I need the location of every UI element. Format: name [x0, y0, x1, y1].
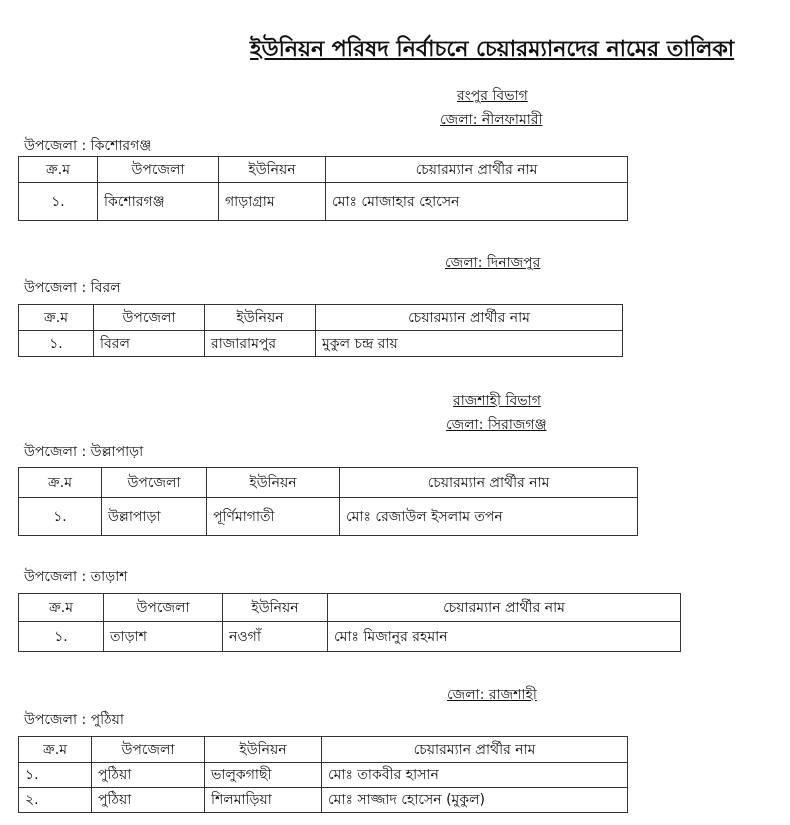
candidate-table: [18, 467, 638, 536]
cell-upazila: উল্লাপাড়া: [102, 498, 207, 536]
cell-union: ভালুকগাছী: [205, 763, 322, 788]
table-row: [19, 183, 628, 221]
district-heading: জেলা: নীলফামারী: [440, 112, 543, 128]
cell-candidate-name: মুকুল চন্দ্র রায়: [316, 331, 623, 357]
district-heading: জেলা: সিরাজগঞ্জ: [446, 417, 547, 433]
district-heading: জেলা: রাজশাহী: [447, 687, 537, 703]
header-union: ইউনিয়ন: [207, 468, 340, 498]
upazila-label: উপজেলা : পুঠিয়া: [24, 712, 124, 728]
division-heading: রাজশাহী বিভাগ: [453, 393, 541, 409]
header-serial: ক্র.ম: [19, 594, 104, 622]
cell-serial: ১.: [19, 183, 98, 221]
header-upazila: উপজেলা: [94, 305, 205, 331]
cell-union: রাজারামপুর: [205, 331, 316, 357]
cell-serial: ১.: [19, 763, 92, 788]
header-serial: ক্র.ম: [19, 468, 102, 498]
division-heading: রংপুর বিভাগ: [457, 88, 528, 104]
cell-candidate-name: মোঃ সাজ্জাদ হোসেন (মুকুল): [322, 788, 628, 813]
cell-candidate-name: মোঃ মিজানুর রহমান: [328, 622, 681, 652]
header-union: ইউনিয়ন: [223, 594, 328, 622]
header-upazila: উপজেলা: [102, 468, 207, 498]
header-serial: ক্র.ম: [19, 737, 92, 763]
cell-serial: ১.: [19, 622, 104, 652]
cell-upazila: পুঠিয়া: [92, 788, 205, 813]
table-row: [19, 788, 628, 813]
header-candidate-name: চেয়ারম্যান প্রার্থীর নাম: [340, 468, 638, 498]
cell-upazila: বিরল: [94, 331, 205, 357]
header-candidate-name: চেয়ারম্যান প্রার্থীর নাম: [316, 305, 623, 331]
table-row: [19, 498, 638, 536]
candidate-table: [18, 304, 623, 357]
cell-candidate-name: মোঃ রেজাউল ইসলাম তপন: [340, 498, 638, 536]
cell-union: গাড়াগ্রাম: [219, 183, 326, 221]
upazila-label: উপজেলা : উল্লাপাড়া: [24, 444, 144, 460]
header-candidate-name: চেয়ারম্যান প্রার্থীর নাম: [322, 737, 628, 763]
district-heading: জেলা: দিনাজপুর: [445, 255, 541, 271]
table-row: [19, 331, 623, 357]
cell-upazila: কিশোরগঞ্জ: [98, 183, 219, 221]
cell-union: নওগাঁ: [223, 622, 328, 652]
candidate-table: [18, 156, 628, 221]
header-union: ইউনিয়ন: [205, 737, 322, 763]
header-serial: ক্র.ম: [19, 157, 98, 183]
cell-candidate-name: মোঃ মোজাহার হোসেন: [326, 183, 628, 221]
header-upazila: উপজেলা: [104, 594, 223, 622]
cell-serial: ১.: [19, 331, 94, 357]
cell-upazila: পুঠিয়া: [92, 763, 205, 788]
document-title: ইউনিয়ন পরিষদ নির্বাচনে চেয়ারম্যানদের নামের তালিকা: [250, 37, 735, 62]
upazila-label: উপজেলা : তাড়াশ: [24, 569, 128, 585]
cell-serial: ২.: [19, 788, 92, 813]
cell-candidate-name: মোঃ তাকবীর হাসান: [322, 763, 628, 788]
cell-upazila: তাড়াশ: [104, 622, 223, 652]
header-candidate-name: চেয়ারম্যান প্রার্থীর নাম: [326, 157, 628, 183]
cell-union: শিলমাড়িয়া: [205, 788, 322, 813]
cell-serial: ১.: [19, 498, 102, 536]
header-candidate-name: চেয়ারম্যান প্রার্থীর নাম: [328, 594, 681, 622]
header-union: ইউনিয়ন: [219, 157, 326, 183]
header-upazila: উপজেলা: [98, 157, 219, 183]
cell-union: পূর্ণিমাগাতী: [207, 498, 340, 536]
upazila-label: উপজেলা : বিরল: [24, 280, 121, 296]
candidate-table: [18, 736, 628, 813]
candidate-table: [18, 593, 681, 652]
header-union: ইউনিয়ন: [205, 305, 316, 331]
table-row: [19, 622, 681, 652]
header-serial: ক্র.ম: [19, 305, 94, 331]
header-upazila: উপজেলা: [92, 737, 205, 763]
upazila-label: উপজেলা : কিশোরগঞ্জ: [24, 138, 152, 154]
table-row: [19, 763, 628, 788]
